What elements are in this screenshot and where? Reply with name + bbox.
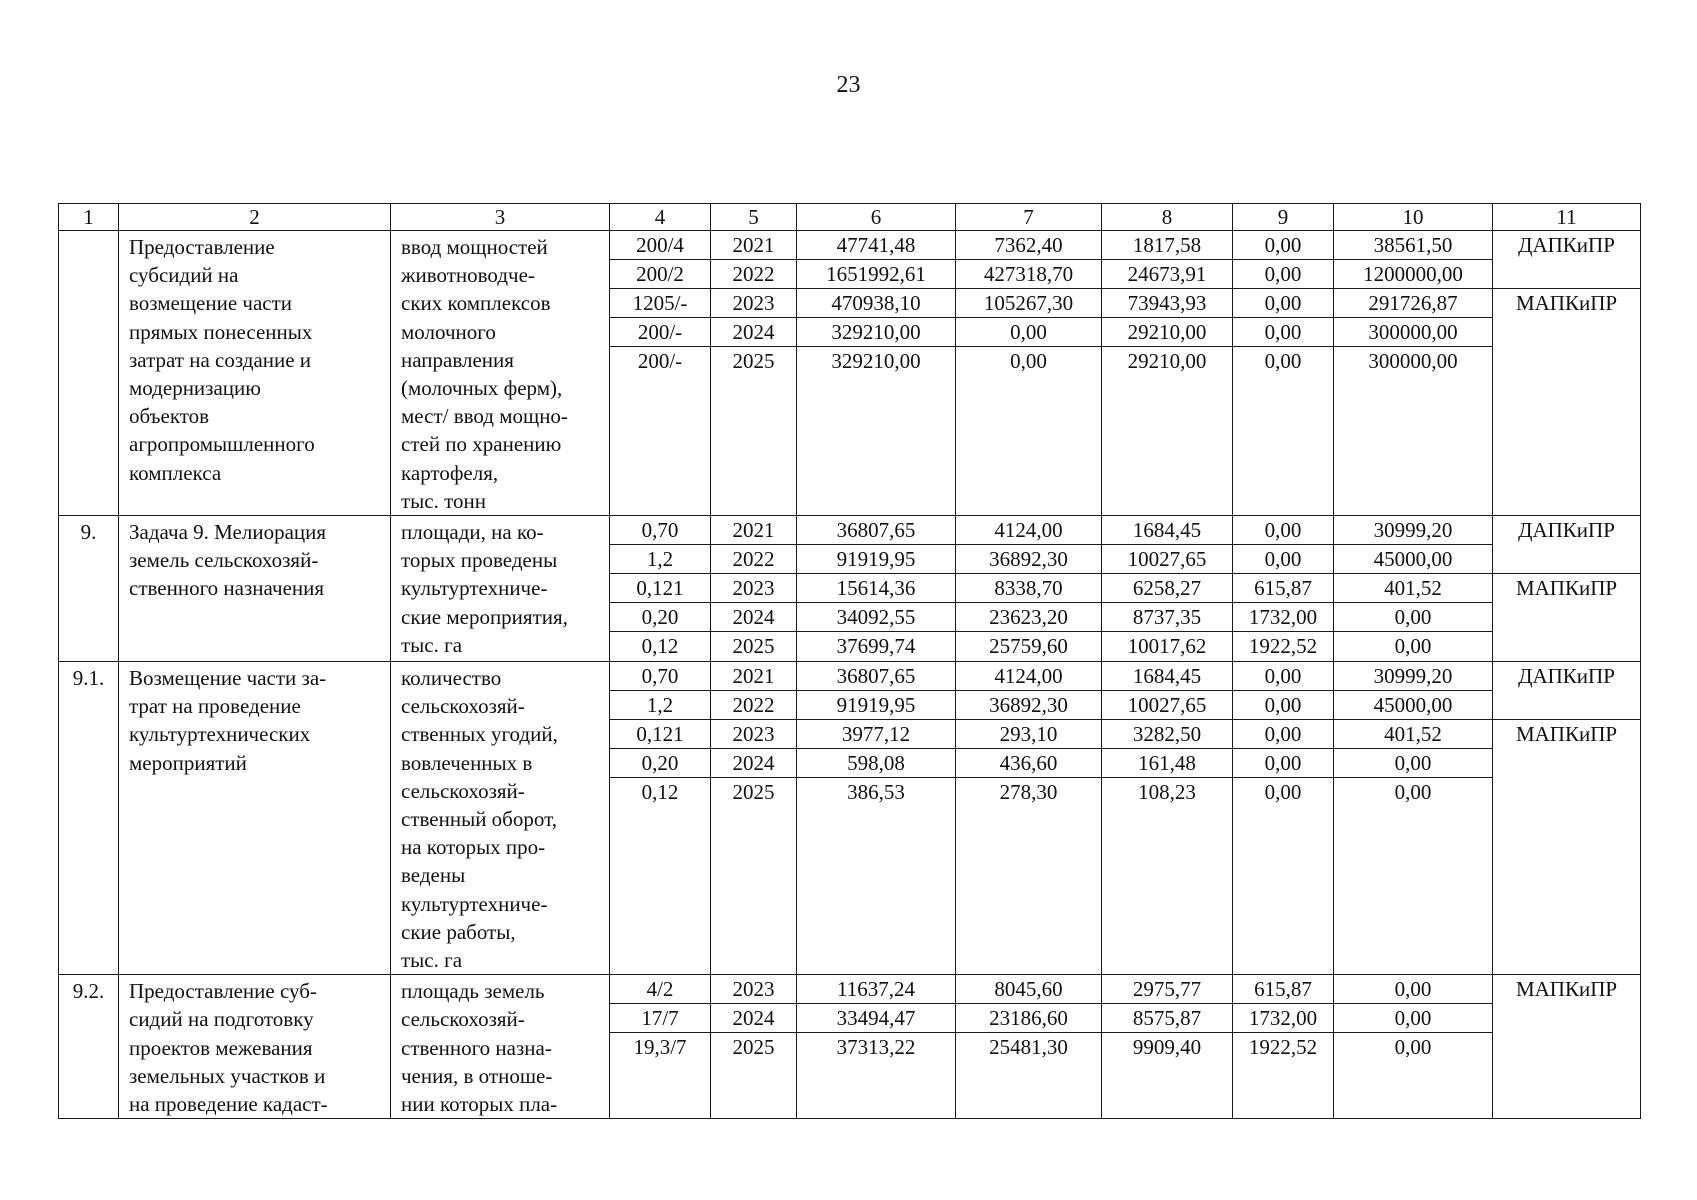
table-cell: 108,23: [1138, 780, 1196, 805]
value-column-c8: [1102, 516, 1233, 662]
responsible-agency: [1493, 662, 1641, 975]
value-column-c4: [610, 662, 711, 975]
row-number: 9.: [59, 516, 119, 662]
table-cell: 200/4: [610, 231, 710, 260]
column-header: 9: [1233, 204, 1334, 231]
table-cell: 300000,00: [1368, 349, 1458, 373]
responsible-agency: [1493, 516, 1641, 662]
column-header: 4: [610, 204, 711, 231]
table-cell: 33494,47: [797, 1004, 955, 1033]
value-column-c4: [610, 975, 711, 1119]
table-cell: 200/2: [610, 260, 710, 289]
column-header: 1: [59, 204, 119, 231]
table-cell: 8338,70: [956, 574, 1101, 603]
table-cell: 8045,60: [956, 975, 1101, 1004]
table-cell: 25759,60: [989, 634, 1068, 659]
table-cell: 10027,65: [1102, 545, 1232, 574]
table-cell: 0,70: [610, 662, 710, 691]
column-header: 7: [956, 204, 1102, 231]
table-cell: 8737,35: [1102, 603, 1232, 632]
table-cell: 598,08: [797, 749, 955, 778]
value-column-c10: [1334, 975, 1493, 1119]
value-column-c4: [610, 516, 711, 662]
table-cell: 0,00: [1394, 780, 1432, 805]
table-cell: 1922,52: [1248, 1035, 1318, 1060]
table-cell: 0,00: [1264, 780, 1302, 805]
value-column-c9: [1233, 975, 1334, 1119]
table-cell: 45000,00: [1334, 691, 1492, 720]
table-cell: 2975,77: [1102, 975, 1232, 1004]
value-column-c10: [1334, 662, 1493, 975]
program-table: [58, 203, 1641, 1119]
table-cell: 25481,30: [989, 1035, 1068, 1060]
table-cell: 24673,91: [1102, 260, 1232, 289]
table-cell: 30999,20: [1334, 516, 1492, 545]
value-column-c8: [1102, 662, 1233, 975]
column-header: 5: [711, 204, 797, 231]
measure-name: Предоставление субсидий на возмещение части прямых понесенных затрат на создание и модернизацию объектов агропромышленного комплекса: [119, 231, 391, 516]
agency-label: ДАПКиПР: [1493, 231, 1640, 289]
table-cell: 0,00: [1233, 720, 1333, 749]
table-cell: 0,00: [1233, 260, 1333, 289]
table-cell: 2025: [732, 634, 775, 659]
value-column-c6: [797, 231, 956, 516]
value-column-c7: [956, 662, 1102, 975]
table-cell: 1732,00: [1233, 603, 1333, 632]
value-column-c5: [711, 662, 797, 975]
indicator-name: площадь земель сельскохозяй- ственного назна- чения, в отноше- нии которых пла-: [391, 975, 610, 1119]
table-cell: 0,12: [641, 634, 679, 659]
table-cell: 0,00: [1233, 662, 1333, 691]
table-row: [59, 231, 1641, 516]
table-cell: 45000,00: [1334, 545, 1492, 574]
table-cell: 4124,00: [956, 662, 1101, 691]
agency-label: МАПКиПР: [1515, 977, 1618, 1002]
value-column-c5: [711, 516, 797, 662]
table-cell: 2024: [711, 749, 796, 778]
table-cell: 2025: [732, 349, 775, 373]
table-cell: 1922,52: [1248, 634, 1318, 659]
table-cell: 0,00: [1334, 603, 1492, 632]
table-cell: 36892,30: [956, 691, 1101, 720]
table-cell: 0,00: [1334, 975, 1492, 1004]
table-cell: 36807,65: [797, 516, 955, 545]
table-cell: 1817,58: [1102, 231, 1232, 260]
value-column-c5: [711, 975, 797, 1119]
table-cell: 0,70: [610, 516, 710, 545]
table-cell: 10027,65: [1102, 691, 1232, 720]
value-column-c9: [1233, 231, 1334, 516]
table-cell: 329210,00: [831, 349, 921, 373]
table-cell: 2024: [711, 318, 796, 347]
table-cell: 2025: [732, 1035, 775, 1060]
value-column-c6: [797, 662, 956, 975]
table-cell: 2022: [711, 691, 796, 720]
value-column-c8: [1102, 975, 1233, 1119]
agency-label: МАПКиПР: [1515, 291, 1618, 315]
table-cell: 3282,50: [1102, 720, 1232, 749]
table-cell: 0,12: [641, 780, 679, 805]
table-cell: 91919,95: [797, 545, 955, 574]
row-number: 9.2.: [59, 975, 119, 1119]
table-cell: 0,121: [610, 720, 710, 749]
table-cell: 36892,30: [956, 545, 1101, 574]
indicator-name: площади, на ко- торых проведены культуртехниче- ские мероприятия, тыс. га: [391, 516, 610, 662]
table-cell: 2021: [711, 662, 796, 691]
table-cell: 23186,60: [956, 1004, 1101, 1033]
table-cell: 6258,27: [1102, 574, 1232, 603]
table-cell: 200/-: [610, 318, 710, 347]
table-cell: 4/2: [610, 975, 710, 1004]
table-cell: 1651992,61: [797, 260, 955, 289]
table-cell: 34092,55: [797, 603, 955, 632]
table-cell: 0,00: [1233, 516, 1333, 545]
agency-label: МАПКиПР: [1515, 576, 1618, 601]
table-cell: 29210,00: [1102, 318, 1232, 347]
table-cell: 615,87: [1233, 975, 1333, 1004]
table-cell: 47741,48: [797, 231, 955, 260]
table-cell: 1684,45: [1102, 662, 1232, 691]
value-column-c9: [1233, 516, 1334, 662]
table-cell: 427318,70: [956, 260, 1101, 289]
table-header-row: [59, 204, 1641, 231]
table-cell: 2022: [711, 260, 796, 289]
table-cell: 8575,87: [1102, 1004, 1232, 1033]
measure-name: Возмещение части за- трат на проведение культуртехнических мероприятий: [119, 662, 391, 975]
table-cell: 23623,20: [956, 603, 1101, 632]
table-cell: 105267,30: [956, 289, 1101, 318]
row-number: [59, 231, 119, 516]
page-number: 23: [836, 72, 861, 98]
table-cell: 2023: [711, 289, 796, 318]
table-cell: 10017,62: [1127, 634, 1207, 659]
table-cell: 0,121: [610, 574, 710, 603]
table-cell: 436,60: [956, 749, 1101, 778]
agency-label: ДАПКиПР: [1493, 516, 1640, 574]
row-number: 9.1.: [59, 662, 119, 975]
value-column-c7: [956, 516, 1102, 662]
value-column-c8: [1102, 231, 1233, 516]
table-cell: 300000,00: [1334, 318, 1492, 347]
column-header: 11: [1493, 204, 1641, 231]
table-cell: 2021: [711, 231, 796, 260]
table-cell: 2022: [711, 545, 796, 574]
table-cell: 2025: [732, 780, 775, 805]
table-cell: 3977,12: [797, 720, 955, 749]
value-column-c6: [797, 975, 956, 1119]
table-cell: 7362,40: [956, 231, 1101, 260]
measure-name: Предоставление суб- сидий на подготовку проектов межевания земельных участков и на проведение кадаст-: [119, 975, 391, 1119]
table-cell: 0,00: [1394, 1035, 1432, 1060]
value-column-c7: [956, 975, 1102, 1119]
table-cell: 17/7: [610, 1004, 710, 1033]
table-cell: 73943,93: [1102, 289, 1232, 318]
indicator-name: ввод мощностей животноводче- ских комплексов молочного направления (молочных ферм), мест/ ввод мощно- стей по хранению картофеля, тыс. тонн: [391, 231, 610, 516]
table-cell: 15614,36: [797, 574, 955, 603]
table-cell: 401,52: [1334, 720, 1492, 749]
value-column-c4: [610, 231, 711, 516]
table-cell: 0,00: [1010, 349, 1047, 373]
table-cell: 0,20: [610, 749, 710, 778]
column-header: 2: [119, 204, 391, 231]
table-cell: 38561,50: [1334, 231, 1492, 260]
indicator-name: количество сельскохозяй- ственных угодий, вовлеченных в сельскохозяй- ственный оборот, на которых про- ведены культуртехниче- ские работы, тыс. га: [391, 662, 610, 975]
agency-label: МАПКиПР: [1515, 722, 1618, 747]
responsible-agency: [1493, 231, 1641, 516]
table-cell: 37313,22: [836, 1035, 916, 1060]
table-cell: 1732,00: [1233, 1004, 1333, 1033]
table-cell: 0,00: [1233, 318, 1333, 347]
table-cell: 1,2: [610, 545, 710, 574]
table-cell: 401,52: [1334, 574, 1492, 603]
table-cell: 2023: [711, 975, 796, 1004]
table-cell: 2023: [711, 574, 796, 603]
table-cell: 0,00: [1394, 634, 1432, 659]
column-header: 3: [391, 204, 610, 231]
agency-label: ДАПКиПР: [1493, 662, 1640, 720]
table-cell: 0,00: [1233, 691, 1333, 720]
table-cell: 0,00: [1334, 749, 1492, 778]
table-cell: 329210,00: [797, 318, 955, 347]
table-cell: 11637,24: [797, 975, 955, 1004]
table-cell: 0,00: [1233, 231, 1333, 260]
table-cell: 386,53: [847, 780, 905, 805]
table-cell: 1205/-: [610, 289, 710, 318]
table-cell: 1684,45: [1102, 516, 1232, 545]
table-cell: 200/-: [637, 349, 683, 373]
table-row: [59, 975, 1641, 1119]
table-cell: 9909,40: [1132, 1035, 1202, 1060]
column-header: 8: [1102, 204, 1233, 231]
table-cell: 0,00: [1334, 1004, 1492, 1033]
table-cell: 161,48: [1102, 749, 1232, 778]
column-header: 10: [1334, 204, 1493, 231]
value-column-c5: [711, 231, 797, 516]
table-cell: 0,00: [1264, 349, 1302, 373]
responsible-agency: [1493, 975, 1641, 1119]
table-cell: 0,20: [610, 603, 710, 632]
table-cell: 293,10: [956, 720, 1101, 749]
table-cell: 0,00: [1233, 749, 1333, 778]
table-cell: 19,3/7: [633, 1035, 687, 1060]
table-cell: 0,00: [1233, 545, 1333, 574]
table-row: [59, 662, 1641, 975]
table-cell: 615,87: [1233, 574, 1333, 603]
table-cell: 1200000,00: [1334, 260, 1492, 289]
table-cell: 30999,20: [1334, 662, 1492, 691]
table-cell: 4124,00: [956, 516, 1101, 545]
table-cell: 2024: [711, 1004, 796, 1033]
table-cell: 278,30: [999, 780, 1058, 805]
value-column-c9: [1233, 662, 1334, 975]
table-cell: 0,00: [1233, 289, 1333, 318]
value-column-c7: [956, 231, 1102, 516]
table-cell: 36807,65: [797, 662, 955, 691]
table-body: [59, 231, 1641, 1119]
value-column-c10: [1334, 516, 1493, 662]
table-row: [59, 516, 1641, 662]
table-cell: 29210,00: [1127, 349, 1207, 373]
value-column-c6: [797, 516, 956, 662]
table-cell: 0,00: [956, 318, 1101, 347]
table-cell: 470938,10: [797, 289, 955, 318]
table-cell: 2023: [711, 720, 796, 749]
column-header: 6: [797, 204, 956, 231]
value-column-c10: [1334, 231, 1493, 516]
measure-name: Задача 9. Мелиорация земель сельскохозяй- ственного назначения: [119, 516, 391, 662]
table-cell: 291726,87: [1334, 289, 1492, 318]
table-cell: 2024: [711, 603, 796, 632]
table-cell: 37699,74: [836, 634, 916, 659]
table-cell: 91919,95: [797, 691, 955, 720]
table-cell: 1,2: [610, 691, 710, 720]
table-cell: 2021: [711, 516, 796, 545]
